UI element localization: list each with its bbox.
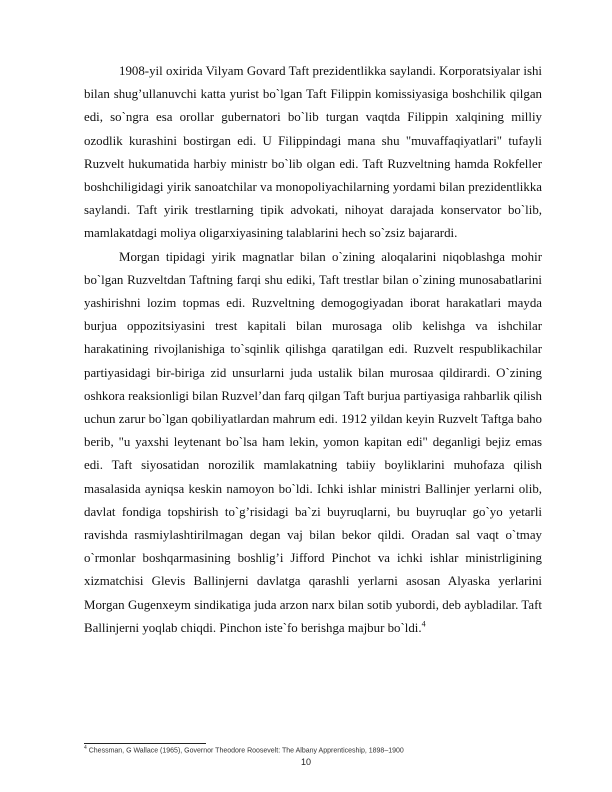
footnote-separator <box>84 743 206 744</box>
footnote-reference[interactable]: 4 <box>421 619 426 629</box>
footnote <box>84 745 404 754</box>
footnote-text: Chessman, G Wallace (1965), Governor Theodore Roosevelt: The Albany Apprenticeship, 1898–1900 <box>86 747 404 755</box>
paragraph-2-text: Morgan tipidagi yirik magnatlar bilan o`zining aloqalarini niqoblashga mohir bo`lgan Ruzveltdan Taftning farqi shu ediki, Taft trestlar bilan o`zining munosabatlarini yashirishni lozim topmas edi. Ruzveltning demogogiyadan iborat harakatlari mayda burjua oppozitsiyasini trest kapitali bilan murosaga olib kelishga va ishchilar harakatining rivojlanishiga to`sqinlik qilishga qaratilgan edi. Ruzvelt respublikachilar partiyasidagi bir-biriga zid unsurlarni juda ustalik bilan murosaa qildirardi. O`zining oshkora reaksionligi bilan Ruzvel’dan farq qilgan Taft burjua partiyasiga rahbarlik qilish uchun zarur bo`lgan qobiliyatlardan mahrum edi. 1912 yildan keyin Ruzvelt Taftga baho berib, "u yaxshi leytenant bo`lsa ham lekin, yomon kapitan edi" deganligi bejiz emas edi. Taft siyosatidan norozilik mamlakatning tabiiy boyliklarini muhofaza qilish masalasida ayniqsa keskin namoyon bo`ldi. Ichki ishlar ministri Ballinjer yerlarni olib, davlat fondiga topshirish to`g’risidagi ba`zi buyruqlarni, bu buyruqlar go`yo yetarli ravishda rasmiylashtirilmagan degan vaj bilan bekor qildi. Oradan sal vaqt o`tmay o`rmonlar boshqarmasining boshlig’i Jifford Pinchot va ichki ishlar ministrligining xizmatchisi Glevis Ballinjerni davlatga qarashli yerlarni asosan Alyaska yerlarini Morgan Gugenxeym sindikatiga juda arzon narx bilan sotib yubordi, deb aybladilar. Taft Ballinjerni yoqlab chiqdi. Pinchon iste`fo berishga majbur bo`ldi. <box>84 249 542 635</box>
paragraph-1 <box>84 60 542 246</box>
document-body <box>84 60 542 640</box>
paragraph-2 <box>84 246 542 640</box>
paragraph-1-text: 1908-yil oxirida Vilyam Govard Taft prezidentlikka saylandi. Korporatsiyalar ishi bilan shug’ullanuvchi katta yurist bo`lgan Taft Filippin komissiyasiga boshchilik qilgan edi, so`ngra esa orollar gubernatori bo`lib turgan vaqtda Filippin xalqining milliy ozodlik kurashini bostirgan edi. U Filippindagi mana shu "muvaffaqiyatlari" tufayli Ruzvelt hukumatida harbiy ministr bo`lib olgan edi. Taft Ruzveltning hamda Rokfeller boshchiligidagi yirik sanoatchilar va monopoliyachilarning yordami bilan prezidentlikka saylandi. Taft yirik trestlarning tipik advokati, nihoyat darajada konservator bo`lib, mamlakatdagi moliya oligarxiyasining talablarini hech so`zsiz bajarardi. <box>84 64 542 241</box>
page-number: 10 <box>300 757 311 767</box>
footnote-marker: 4 <box>84 745 87 751</box>
